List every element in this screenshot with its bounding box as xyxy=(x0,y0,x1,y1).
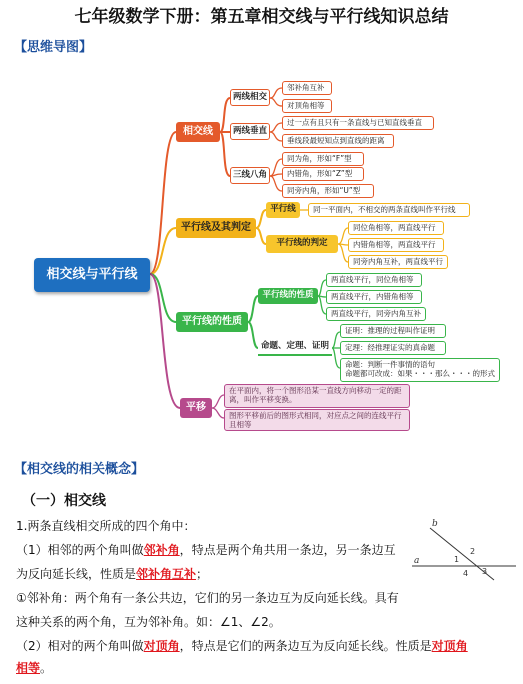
label-a: a xyxy=(414,556,420,566)
keyword-vertical-angles-2: 对顶角 xyxy=(431,639,468,653)
concepts-heading: 【相交线的相关概念】 xyxy=(14,462,145,477)
leaf-alternate-z: 内错角，形如“Z”型 xyxy=(282,167,364,181)
paragraph-adjacent-example: 这种关系的两个角，互为邻补角。如：∠1、∠2。 xyxy=(16,615,281,629)
leaf-property-cointerior: 两直线平行，同旁内角互补 xyxy=(326,307,426,321)
text-segment: 为反向延长线，性质是 xyxy=(16,567,137,581)
text-segment: （1）相邻的两个角叫做 xyxy=(16,543,144,557)
section-subtitle: （一）相交线 xyxy=(22,493,106,509)
mind-map-root: 相交线与平行线 xyxy=(34,258,150,292)
paragraph-adjacent-2 xyxy=(16,562,208,586)
branch-intersecting-lines: 相交线 xyxy=(176,122,220,142)
branch-parallel-lines: 平行线及其判定 xyxy=(176,218,256,238)
leaf-property-corresponding: 两直线平行，同位角相等 xyxy=(326,273,422,287)
text-segment: 。 xyxy=(40,661,53,675)
leaf-cointerior-u: 同旁内角，形如“U”型 xyxy=(282,184,374,198)
keyword-adjacent-supplementary: 邻补角互补 xyxy=(136,567,197,581)
angle-3-label: 3 xyxy=(482,567,488,576)
leaf-proof-definition: 证明：推理的过程叫作证明 xyxy=(340,324,446,338)
angle-2-label: 2 xyxy=(470,547,476,556)
paragraph-vertical-1 xyxy=(16,634,468,658)
page-title: 七年级数学下册：第五章相交线与平行线知识总结 xyxy=(74,7,449,27)
text-segment: ，特点是它们的两条边互为反向延长线。性质是 xyxy=(179,639,432,653)
leaf-theorem-definition: 定理：经推理证实的真命题 xyxy=(340,341,446,355)
leaf-parallel-definition: 同一平面内，不相交的两条直线叫作平行线 xyxy=(308,203,470,217)
leaf-criteria-cointerior: 同旁内角互补，两直线平行 xyxy=(348,255,448,269)
sub-proposition-theorem-proof: 命题、定理、证明 xyxy=(258,340,332,356)
paragraph-intro: 1.两条直线相交所成的四个角中： xyxy=(16,519,196,533)
text-segment: （2）相对的两个角叫做 xyxy=(16,639,144,653)
leaf-criteria-alternate: 内错角相等，两直线平行 xyxy=(348,238,444,252)
leaf-shortest-perpendicular: 垂线段最短知点到直线的距离 xyxy=(282,134,394,148)
sub-parallel-lines: 平行线 xyxy=(266,202,300,218)
sub-two-lines-perpendicular: 两线垂直 xyxy=(230,123,270,140)
sub-two-lines-intersect: 两线相交 xyxy=(230,89,270,106)
leaf-property-alternate: 两直线平行，内错角相等 xyxy=(326,290,422,304)
leaf-proposition-line-1: 命题：判断一件事情的语句 xyxy=(345,360,435,369)
leaf-supplementary-adjacent: 邻补角互补 xyxy=(282,81,332,95)
sub-three-lines-eight-angles: 三线八角 xyxy=(230,167,270,184)
leaf-unique-perpendicular: 过一点有且只有一条直线与已知直线垂直 xyxy=(282,116,434,130)
leaf-proposition-line-2: 命题都可改成：如果・・・那么・・・的形式 xyxy=(345,368,495,378)
leaf-translation-property: 图形平移前后的图形式相同，对应点之间的连线平行且相等 xyxy=(224,409,410,431)
sub-parallel-properties: 平行线的性质 xyxy=(258,288,318,304)
branch-parallel-properties: 平行线的性质 xyxy=(176,312,248,332)
text-segment: ； xyxy=(196,567,209,581)
sub-parallel-criteria: 平行线的判定 xyxy=(266,235,338,253)
label-b: b xyxy=(432,519,438,529)
leaf-vertical-angles-equal: 对顶角相等 xyxy=(282,99,332,113)
leaf-criteria-corresponding: 同位角相等，两直线平行 xyxy=(348,221,444,235)
leaf-corresponding-f: 同为角，形如“F”型 xyxy=(282,152,364,166)
keyword-equal: 相等 xyxy=(16,661,41,675)
paragraph-adjacent-1 xyxy=(16,538,396,562)
leaf-translation-definition: 在平面内，将一个图形沿某一直线方向移动一定的距离，叫作平移变换。 xyxy=(224,384,410,408)
mindmap-heading: 【思维导图】 xyxy=(14,40,93,55)
angle-1-label: 1 xyxy=(454,555,460,564)
paragraph-adjacent-definition: ①邻补角：两个角有一条公共边，它们的另一条边互为反向延长线。具有 xyxy=(16,591,399,605)
intersecting-lines-figure xyxy=(408,516,518,586)
mind-map xyxy=(0,56,523,446)
paragraph-vertical-2 xyxy=(16,656,52,680)
leaf-proposition-definition xyxy=(340,358,500,382)
branch-translation: 平移 xyxy=(180,398,212,418)
text-segment: ，特点是两个角共用一条边，另一条边互 xyxy=(179,543,396,557)
keyword-vertical-angles: 对顶角 xyxy=(143,639,180,653)
keyword-adjacent-angles: 邻补角 xyxy=(143,543,180,557)
angle-4-label: 4 xyxy=(463,569,469,578)
